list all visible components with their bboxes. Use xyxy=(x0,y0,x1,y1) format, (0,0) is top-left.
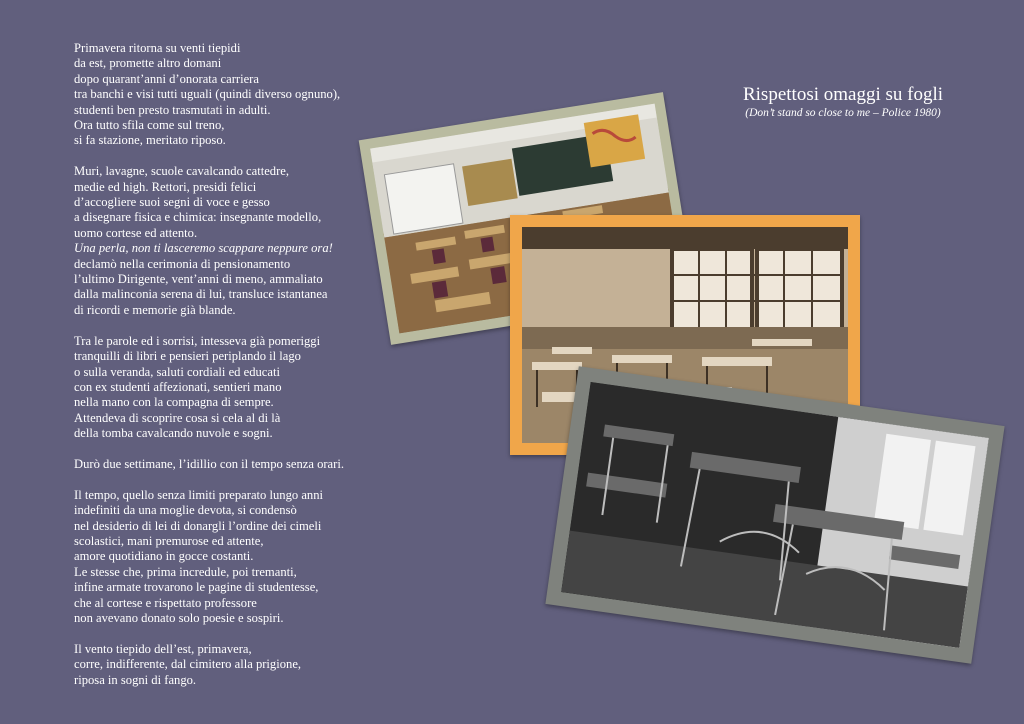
poem-line: Durò due settimane, l’idillio con il tempo senza orari. xyxy=(74,456,344,471)
poem-line: medie ed high. Rettori, presidi felici xyxy=(74,179,257,194)
poem-line: tranquilli di libri e pensieri periplando il lago xyxy=(74,349,301,364)
poem-line: l’ultimo Dirigente, vent’anni di meno, ammaliato xyxy=(74,272,323,287)
poem-line: Le stesse che, prima incredule, poi tremanti, xyxy=(74,564,297,579)
poem-line: con ex studenti affezionati, sentieri mano xyxy=(74,379,282,394)
poem-line: dalla malinconia serena di lui, transluce istantanea xyxy=(74,287,328,302)
poem-line: scolastici, mani premurose ed attente, xyxy=(74,533,264,548)
poem-line: Primavera ritorna su venti tiepidi xyxy=(74,41,241,55)
poem-line: Tra le parole ed i sorrisi, intesseva già pomeriggi xyxy=(74,333,321,348)
desks-bw-illustration xyxy=(561,382,989,648)
poem-line: tra banchi e visi tutti uguali (quindi diverso ognuno), xyxy=(74,87,341,102)
stanza-3 xyxy=(74,334,474,442)
stanza-5 xyxy=(74,488,474,627)
poem-line: studenti ben presto trasmutati in adulti. xyxy=(74,102,271,117)
title-block xyxy=(708,84,978,120)
poem-line: nella mano con la compagna di sempre. xyxy=(74,395,274,410)
poem-line: indefiniti da una moglie devota, si condensò xyxy=(74,503,297,518)
poem-line: della tomba cavalcando nuvole e sogni. xyxy=(74,426,273,441)
stanza-4 xyxy=(74,457,474,472)
poem-line: dopo quarant’anni d’onorata carriera xyxy=(74,71,259,86)
poem-line: che al cortese e rispettato professore xyxy=(74,595,257,610)
poem-line: riposa in sogni di fango. xyxy=(74,672,197,687)
poem-line: Il vento tiepido dell’est, primavera, xyxy=(74,641,252,656)
poem-line: declamò nella cerimonia di pensionamento xyxy=(74,256,291,271)
page-subtitle: (Don’t stand so close to me – Police 1980) xyxy=(745,107,941,119)
poem-line: non avevano donato solo poesie e sospiri. xyxy=(74,610,284,625)
poem-line: uomo cortese ed attento. xyxy=(74,225,198,240)
poem-line-italic-quote: Una perla, non ti lasceremo scappare neppure ora! xyxy=(74,241,333,256)
poem-line: nel desiderio di lei di donargli l’ordine dei cimeli xyxy=(74,518,322,533)
page-title: Rispettosi omaggi su fogli xyxy=(742,84,944,105)
desks-bw-image xyxy=(561,382,989,648)
poem-line: corre, indifferente, dal cimitero alla prigione, xyxy=(74,657,302,672)
desks-bw-photo xyxy=(545,366,1004,664)
poem-line: d’accogliere suoi segni di voce e gesso xyxy=(74,195,270,210)
poem-line: Il tempo, quello senza limiti preparato lungo anni xyxy=(74,487,324,502)
poem-line: si fa stazione, meritato riposo. xyxy=(74,133,226,148)
poem-line: amore quotidiano in gocce costanti. xyxy=(74,549,254,564)
poem-line: infine armate trovarono le pagine di studentesse, xyxy=(74,580,319,595)
poem-line: Muri, lavagne, scuole cavalcando cattedre, xyxy=(74,164,290,179)
stanza-6 xyxy=(74,642,474,688)
poem-line: a disegnare fisica e chimica: insegnante modello, xyxy=(74,210,322,225)
poem-line: o sulla veranda, saluti cordiali ed educati xyxy=(74,364,280,379)
poem-line: da est, promette altro domani xyxy=(74,56,222,71)
poem-line: Ora tutto sfila come sul treno, xyxy=(74,118,225,133)
poem-line: Attendeva di scoprire cosa si cela al di là xyxy=(74,410,281,425)
poem-line: di ricordi e memorie già blande. xyxy=(74,302,236,317)
